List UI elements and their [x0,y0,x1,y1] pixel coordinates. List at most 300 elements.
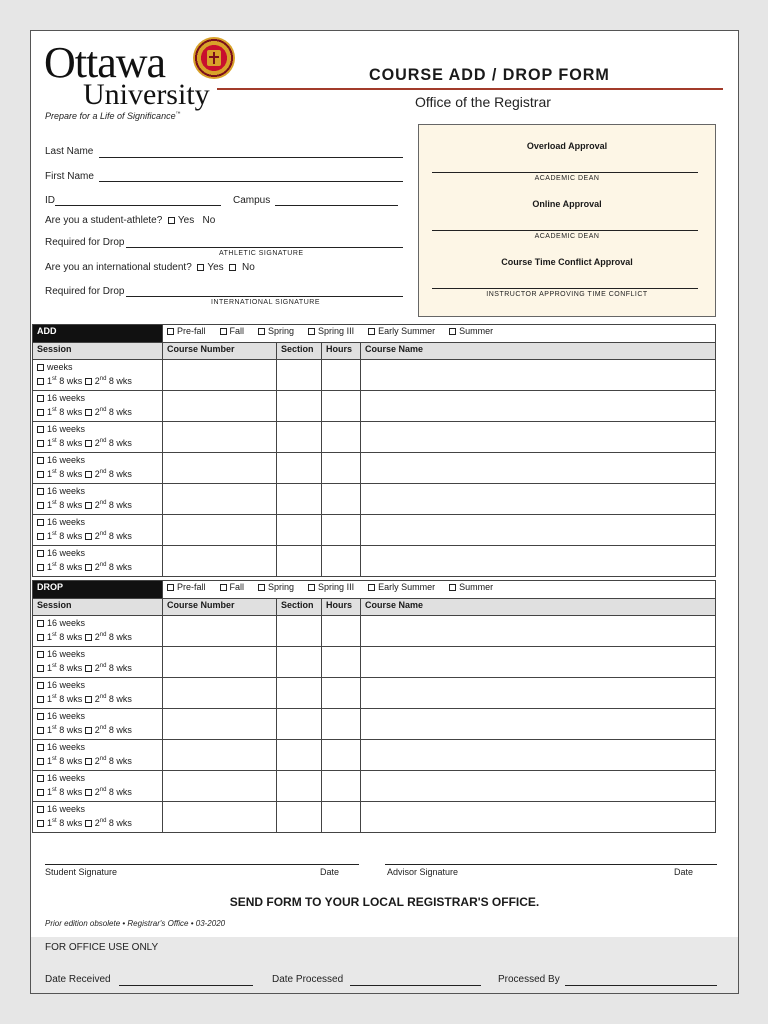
hours-input[interactable] [322,391,361,422]
advisor-signature-field[interactable] [385,864,717,865]
subterm-num: 2 [94,663,100,673]
subterm-sup: nd [99,632,107,638]
hours-input[interactable] [322,771,361,802]
weeks-label: 16 weeks [47,548,86,558]
term-label: Summer [459,326,494,336]
subterm-suffix: 8 wks [106,725,132,735]
weeks-label: 16 weeks [47,517,86,527]
subterm-num: 2 [94,787,100,797]
date-received-label: Date Received [45,974,111,985]
course-number-input[interactable] [163,616,277,647]
subterm-sup: st [52,663,57,669]
course-name-input[interactable] [361,802,716,833]
weeks-checkbox[interactable] [37,651,44,658]
subterm-num: 2 [94,438,100,448]
term-option[interactable] [449,326,493,336]
subterm-sup: st [52,469,57,475]
weeks-label: 16 weeks [47,680,86,690]
weeks-label: 16 weeks [47,711,86,721]
logo-wordmark-ottawa: Ottawa [44,38,166,87]
student-signature-field[interactable] [45,864,359,865]
first-8wks-checkbox[interactable] [37,696,44,703]
course-row [33,391,716,422]
intl-signature-field[interactable] [126,296,403,297]
term-label: Fall [229,326,245,336]
course-number-input[interactable] [163,453,277,484]
term-checkbox[interactable] [449,328,456,335]
course-row [33,360,716,391]
session-cell [33,740,163,771]
course-row [33,515,716,546]
term-option[interactable] [308,326,354,336]
subterm-sup: nd [99,500,107,506]
term-label: Fall [229,582,245,592]
subterm-num: 2 [94,500,100,510]
subterm-suffix: 8 wks [106,407,132,417]
subterm-num: 2 [94,562,100,572]
subterm-suffix: 8 wks [106,632,132,642]
send-instruction: SEND FORM TO YOUR LOCAL REGISTRAR'S OFFICE. [229,895,540,909]
term-label: Summer [459,582,494,592]
section-input[interactable] [277,678,322,709]
session-cell [33,422,163,453]
subterm-num: 2 [94,632,100,642]
subterm-suffix: 8 wks [106,694,132,704]
subterm-suffix: 8 wks [106,562,132,572]
subterm-sup: st [52,376,57,382]
term-option[interactable] [368,326,435,336]
term-label: Spring [268,582,295,592]
subterm-num: 2 [94,756,100,766]
subterm-num: 1 [47,694,53,704]
course-row [33,546,716,577]
first-8wks-checkbox[interactable] [37,502,44,509]
subterm-suffix: 8 wks [56,376,83,386]
first-8wks-checkbox[interactable] [37,758,44,765]
subterm-sup: nd [99,694,107,700]
section-input[interactable] [277,453,322,484]
session-cell [33,802,163,833]
subterm-sup: st [52,787,57,793]
term-label: Early Summer [378,582,436,592]
weeks-checkbox[interactable] [37,713,44,720]
second-8wks-checkbox[interactable] [85,533,92,540]
hours-input[interactable] [322,453,361,484]
term-checkbox[interactable] [368,584,375,591]
subterm-num: 2 [94,469,100,479]
weeks-label: 16 weeks [47,393,86,403]
course-number-input[interactable] [163,422,277,453]
processed-by-field[interactable] [565,985,717,986]
subterm-suffix: 8 wks [56,531,83,541]
course-name-input[interactable] [361,546,716,577]
course-name-input[interactable] [361,771,716,802]
weeks-checkbox[interactable] [37,457,44,464]
course-row [33,616,716,647]
subterm-suffix: 8 wks [106,818,132,828]
intl-question: Are you an international student? Yes No [45,262,255,273]
second-8wks-checkbox[interactable] [85,502,92,509]
course-number-input[interactable] [163,515,277,546]
section-input[interactable] [277,391,322,422]
term-checkbox[interactable] [258,328,265,335]
subterm-sup: st [52,531,57,537]
second-8wks-checkbox[interactable] [85,378,92,385]
date-processed-label: Date Processed [272,974,344,985]
last-name-field[interactable] [99,157,403,158]
first-8wks-checkbox[interactable] [37,789,44,796]
section-input[interactable] [277,740,322,771]
term-checkbox[interactable] [449,584,456,591]
weeks-checkbox[interactable] [37,550,44,557]
hours-input[interactable] [322,647,361,678]
second-8wks-checkbox[interactable] [85,758,92,765]
section-input[interactable] [277,709,322,740]
edition-note: Prior edition obsolete • Registrar's Office • 03-2020 [45,919,226,928]
course-name-input[interactable] [361,515,716,546]
weeks-label: 16 weeks [47,618,86,628]
subterm-num: 1 [47,632,53,642]
subterm-suffix: 8 wks [106,663,132,673]
subterm-suffix: 8 wks [106,500,132,510]
second-8wks-checkbox[interactable] [85,471,92,478]
term-checkbox[interactable] [167,584,174,591]
subterm-sup: st [52,725,57,731]
first-8wks-checkbox[interactable] [37,820,44,827]
course-number-input[interactable] [163,647,277,678]
session-cell [33,709,163,740]
subterm-num: 1 [47,407,53,417]
section-input[interactable] [277,771,322,802]
second-8wks-checkbox[interactable] [85,696,92,703]
first-8wks-checkbox[interactable] [37,564,44,571]
section-input[interactable] [277,546,322,577]
section-input[interactable] [277,802,322,833]
subterm-num: 2 [94,407,100,417]
weeks-checkbox[interactable] [37,775,44,782]
course-name-input[interactable] [361,484,716,515]
online-approval-title: Online Approval [532,199,602,209]
hours-input[interactable] [322,678,361,709]
second-8wks-checkbox[interactable] [85,634,92,641]
id-field[interactable] [55,205,221,206]
form-page [30,30,739,994]
term-option[interactable] [258,326,294,336]
subterm-suffix: 8 wks [56,756,83,766]
term-label: Pre-fall [177,326,206,336]
weeks-checkbox[interactable] [37,364,44,371]
subterm-suffix: 8 wks [56,663,83,673]
course-row [33,709,716,740]
weeks-checkbox[interactable] [37,519,44,526]
course-number-input[interactable] [163,360,277,391]
hours-input[interactable] [322,422,361,453]
subterm-suffix: 8 wks [56,469,83,479]
second-8wks-checkbox[interactable] [85,440,92,447]
term-option[interactable] [167,326,206,336]
athlete-yes-checkbox[interactable] [168,217,175,224]
subterm-suffix: 8 wks [106,531,132,541]
course-number-input[interactable] [163,391,277,422]
term-label: Spring III [318,326,355,336]
subterm-sup: nd [99,725,107,731]
subterm-sup: st [52,500,57,506]
first-name-field[interactable] [99,181,403,182]
first-8wks-checkbox[interactable] [37,533,44,540]
course-number-input[interactable] [163,740,277,771]
weeks-checkbox[interactable] [37,395,44,402]
subterm-num: 1 [47,725,53,735]
course-name-input[interactable] [361,360,716,391]
subterm-sup: nd [99,469,107,475]
weeks-label: 16 weeks [47,649,86,659]
weeks-checkbox[interactable] [37,806,44,813]
first-8wks-checkbox[interactable] [37,665,44,672]
id-label: ID [45,195,55,206]
subterm-sup: st [52,632,57,638]
first-8wks-checkbox[interactable] [37,727,44,734]
first-8wks-checkbox[interactable] [37,634,44,641]
term-label: Pre-fall [177,582,206,592]
weeks-label: 16 weeks [47,742,86,752]
subterm-sup: nd [99,407,107,413]
logo-wordmark-university: University [83,78,210,111]
hours-input[interactable] [322,484,361,515]
student-signature-label: Student Signature [45,867,118,877]
university-seal-icon [193,37,235,79]
course-row [33,802,716,833]
hours-input[interactable] [322,515,361,546]
required-drop-label-1: Required for Drop [45,237,125,248]
term-label: Spring [268,326,295,336]
session-cell [33,360,163,391]
overload-approval-caption: ACADEMIC DEAN [534,175,600,182]
conflict-approval-title: Course Time Conflict Approval [501,257,633,267]
processed-by-label: Processed By [498,974,560,985]
add-section-title: ADD [33,325,163,343]
term-option[interactable] [220,582,245,592]
second-8wks-checkbox[interactable] [85,727,92,734]
subterm-sup: st [52,818,57,824]
intl-no-checkbox[interactable] [229,264,236,271]
session-cell [33,771,163,802]
session-cell [33,647,163,678]
subterm-num: 1 [47,438,53,448]
course-row [33,771,716,802]
subterm-sup: st [52,694,57,700]
subterm-num: 1 [47,562,53,572]
term-checkbox[interactable] [167,328,174,335]
approvals-box [418,124,716,317]
course-name-input[interactable] [361,453,716,484]
subterm-sup: nd [99,818,107,824]
subterm-num: 1 [47,818,53,828]
subterm-sup: nd [99,663,107,669]
second-8wks-checkbox[interactable] [85,665,92,672]
first-8wks-checkbox[interactable] [37,409,44,416]
course-number-input[interactable] [163,484,277,515]
first-8wks-checkbox[interactable] [37,378,44,385]
course-name-input[interactable] [361,422,716,453]
term-checkbox[interactable] [220,328,227,335]
add-term-options [163,325,716,343]
registrar-subtitle: Office of the Registrar [415,94,551,110]
term-option[interactable] [167,582,206,592]
col-hours: Hours [322,599,361,616]
conflict-approval-caption: INSTRUCTOR APPROVING TIME CONFLICT [486,291,648,298]
advisor-date-label: Date [674,867,694,877]
subterm-suffix: 8 wks [56,562,83,572]
add-course-table [32,324,716,577]
weeks-checkbox[interactable] [37,620,44,627]
course-number-input[interactable] [163,771,277,802]
required-drop-label-2: Required for Drop [45,286,125,297]
date-processed-field[interactable] [350,985,481,986]
subterm-num: 1 [47,531,53,541]
subterm-suffix: 8 wks [106,787,132,797]
subterm-sup: nd [99,438,107,444]
term-option[interactable] [449,582,493,592]
hours-input[interactable] [322,709,361,740]
weeks-checkbox[interactable] [37,682,44,689]
subterm-suffix: 8 wks [56,438,83,448]
drop-course-table [32,580,716,833]
second-8wks-checkbox[interactable] [85,564,92,571]
term-option[interactable] [220,326,245,336]
col-course-number: Course Number [163,343,277,360]
campus-label: Campus [233,195,271,206]
first-8wks-checkbox[interactable] [37,440,44,447]
hours-input[interactable] [322,802,361,833]
course-name-input[interactable] [361,740,716,771]
subterm-num: 2 [94,531,100,541]
col-session: Session [33,343,163,360]
drop-section-title: DROP [33,581,163,599]
subterm-suffix: 8 wks [56,632,83,642]
online-approval-caption: ACADEMIC DEAN [534,233,600,240]
date-received-field[interactable] [119,985,253,986]
weeks-label: 16 weeks [47,773,86,783]
course-number-input[interactable] [163,802,277,833]
weeks-label: weeks [47,362,73,372]
term-checkbox[interactable] [308,328,315,335]
subterm-sup: st [52,562,57,568]
online-approval-signature[interactable] [432,230,698,231]
weeks-label: 16 weeks [47,804,86,814]
hours-input[interactable] [322,740,361,771]
section-input[interactable] [277,515,322,546]
section-input[interactable] [277,360,322,391]
subterm-num: 1 [47,376,53,386]
session-cell [33,546,163,577]
first-8wks-checkbox[interactable] [37,471,44,478]
col-section: Section [277,343,322,360]
first-name-label: First Name [45,171,94,182]
conflict-approval-signature[interactable] [432,288,698,289]
tagline: Prepare for a Life of Significance™ [45,111,181,121]
col-course-name: Course Name [361,599,716,616]
hours-input[interactable] [322,546,361,577]
subterm-suffix: 8 wks [56,500,83,510]
session-cell [33,678,163,709]
subterm-sup: st [52,407,57,413]
course-name-input[interactable] [361,678,716,709]
course-number-input[interactable] [163,678,277,709]
term-option[interactable] [368,582,435,592]
subterm-num: 2 [94,818,100,828]
course-number-input[interactable] [163,709,277,740]
subterm-suffix: 8 wks [56,407,83,417]
subterm-num: 1 [47,787,53,797]
term-checkbox[interactable] [368,328,375,335]
weeks-checkbox[interactable] [37,744,44,751]
athlete-question: Are you a student-athlete? Yes No [45,215,216,226]
course-name-input[interactable] [361,647,716,678]
second-8wks-checkbox[interactable] [85,820,92,827]
section-input[interactable] [277,647,322,678]
course-name-input[interactable] [361,391,716,422]
office-use-band [31,937,738,993]
subterm-suffix: 8 wks [56,725,83,735]
section-input[interactable] [277,422,322,453]
term-option[interactable] [308,582,354,592]
subterm-num: 1 [47,469,53,479]
subterm-num: 1 [47,500,53,510]
subterm-suffix: 8 wks [56,694,83,704]
col-hours: Hours [322,343,361,360]
second-8wks-checkbox[interactable] [85,409,92,416]
session-cell [33,484,163,515]
campus-field[interactable] [275,205,398,206]
weeks-checkbox[interactable] [37,488,44,495]
subterm-num: 2 [94,694,100,704]
subterm-sup: nd [99,562,107,568]
hours-input[interactable] [322,360,361,391]
subterm-suffix: 8 wks [106,438,132,448]
office-use-title: FOR OFFICE USE ONLY [45,942,159,953]
term-option[interactable] [258,582,294,592]
term-label: Early Summer [378,326,436,336]
session-cell [33,616,163,647]
section-input[interactable] [277,484,322,515]
course-name-input[interactable] [361,616,716,647]
course-name-input[interactable] [361,709,716,740]
second-8wks-checkbox[interactable] [85,789,92,796]
weeks-label: 16 weeks [47,424,86,434]
subterm-suffix: 8 wks [56,818,83,828]
intl-signature-caption: INTERNATIONAL SIGNATURE [211,299,320,306]
weeks-checkbox[interactable] [37,426,44,433]
session-cell [33,391,163,422]
subterm-sup: nd [99,376,107,382]
hours-input[interactable] [322,616,361,647]
athletic-signature-field[interactable] [126,247,403,248]
subterm-suffix: 8 wks [106,376,132,386]
overload-approval-signature[interactable] [432,172,698,173]
section-input[interactable] [277,616,322,647]
session-cell [33,515,163,546]
intl-yes-checkbox[interactable] [197,264,204,271]
last-name-label: Last Name [45,146,94,157]
col-session: Session [33,599,163,616]
term-checkbox[interactable] [220,584,227,591]
course-number-input[interactable] [163,546,277,577]
term-checkbox[interactable] [258,584,265,591]
col-section: Section [277,599,322,616]
course-row [33,422,716,453]
term-checkbox[interactable] [308,584,315,591]
subterm-sup: nd [99,531,107,537]
